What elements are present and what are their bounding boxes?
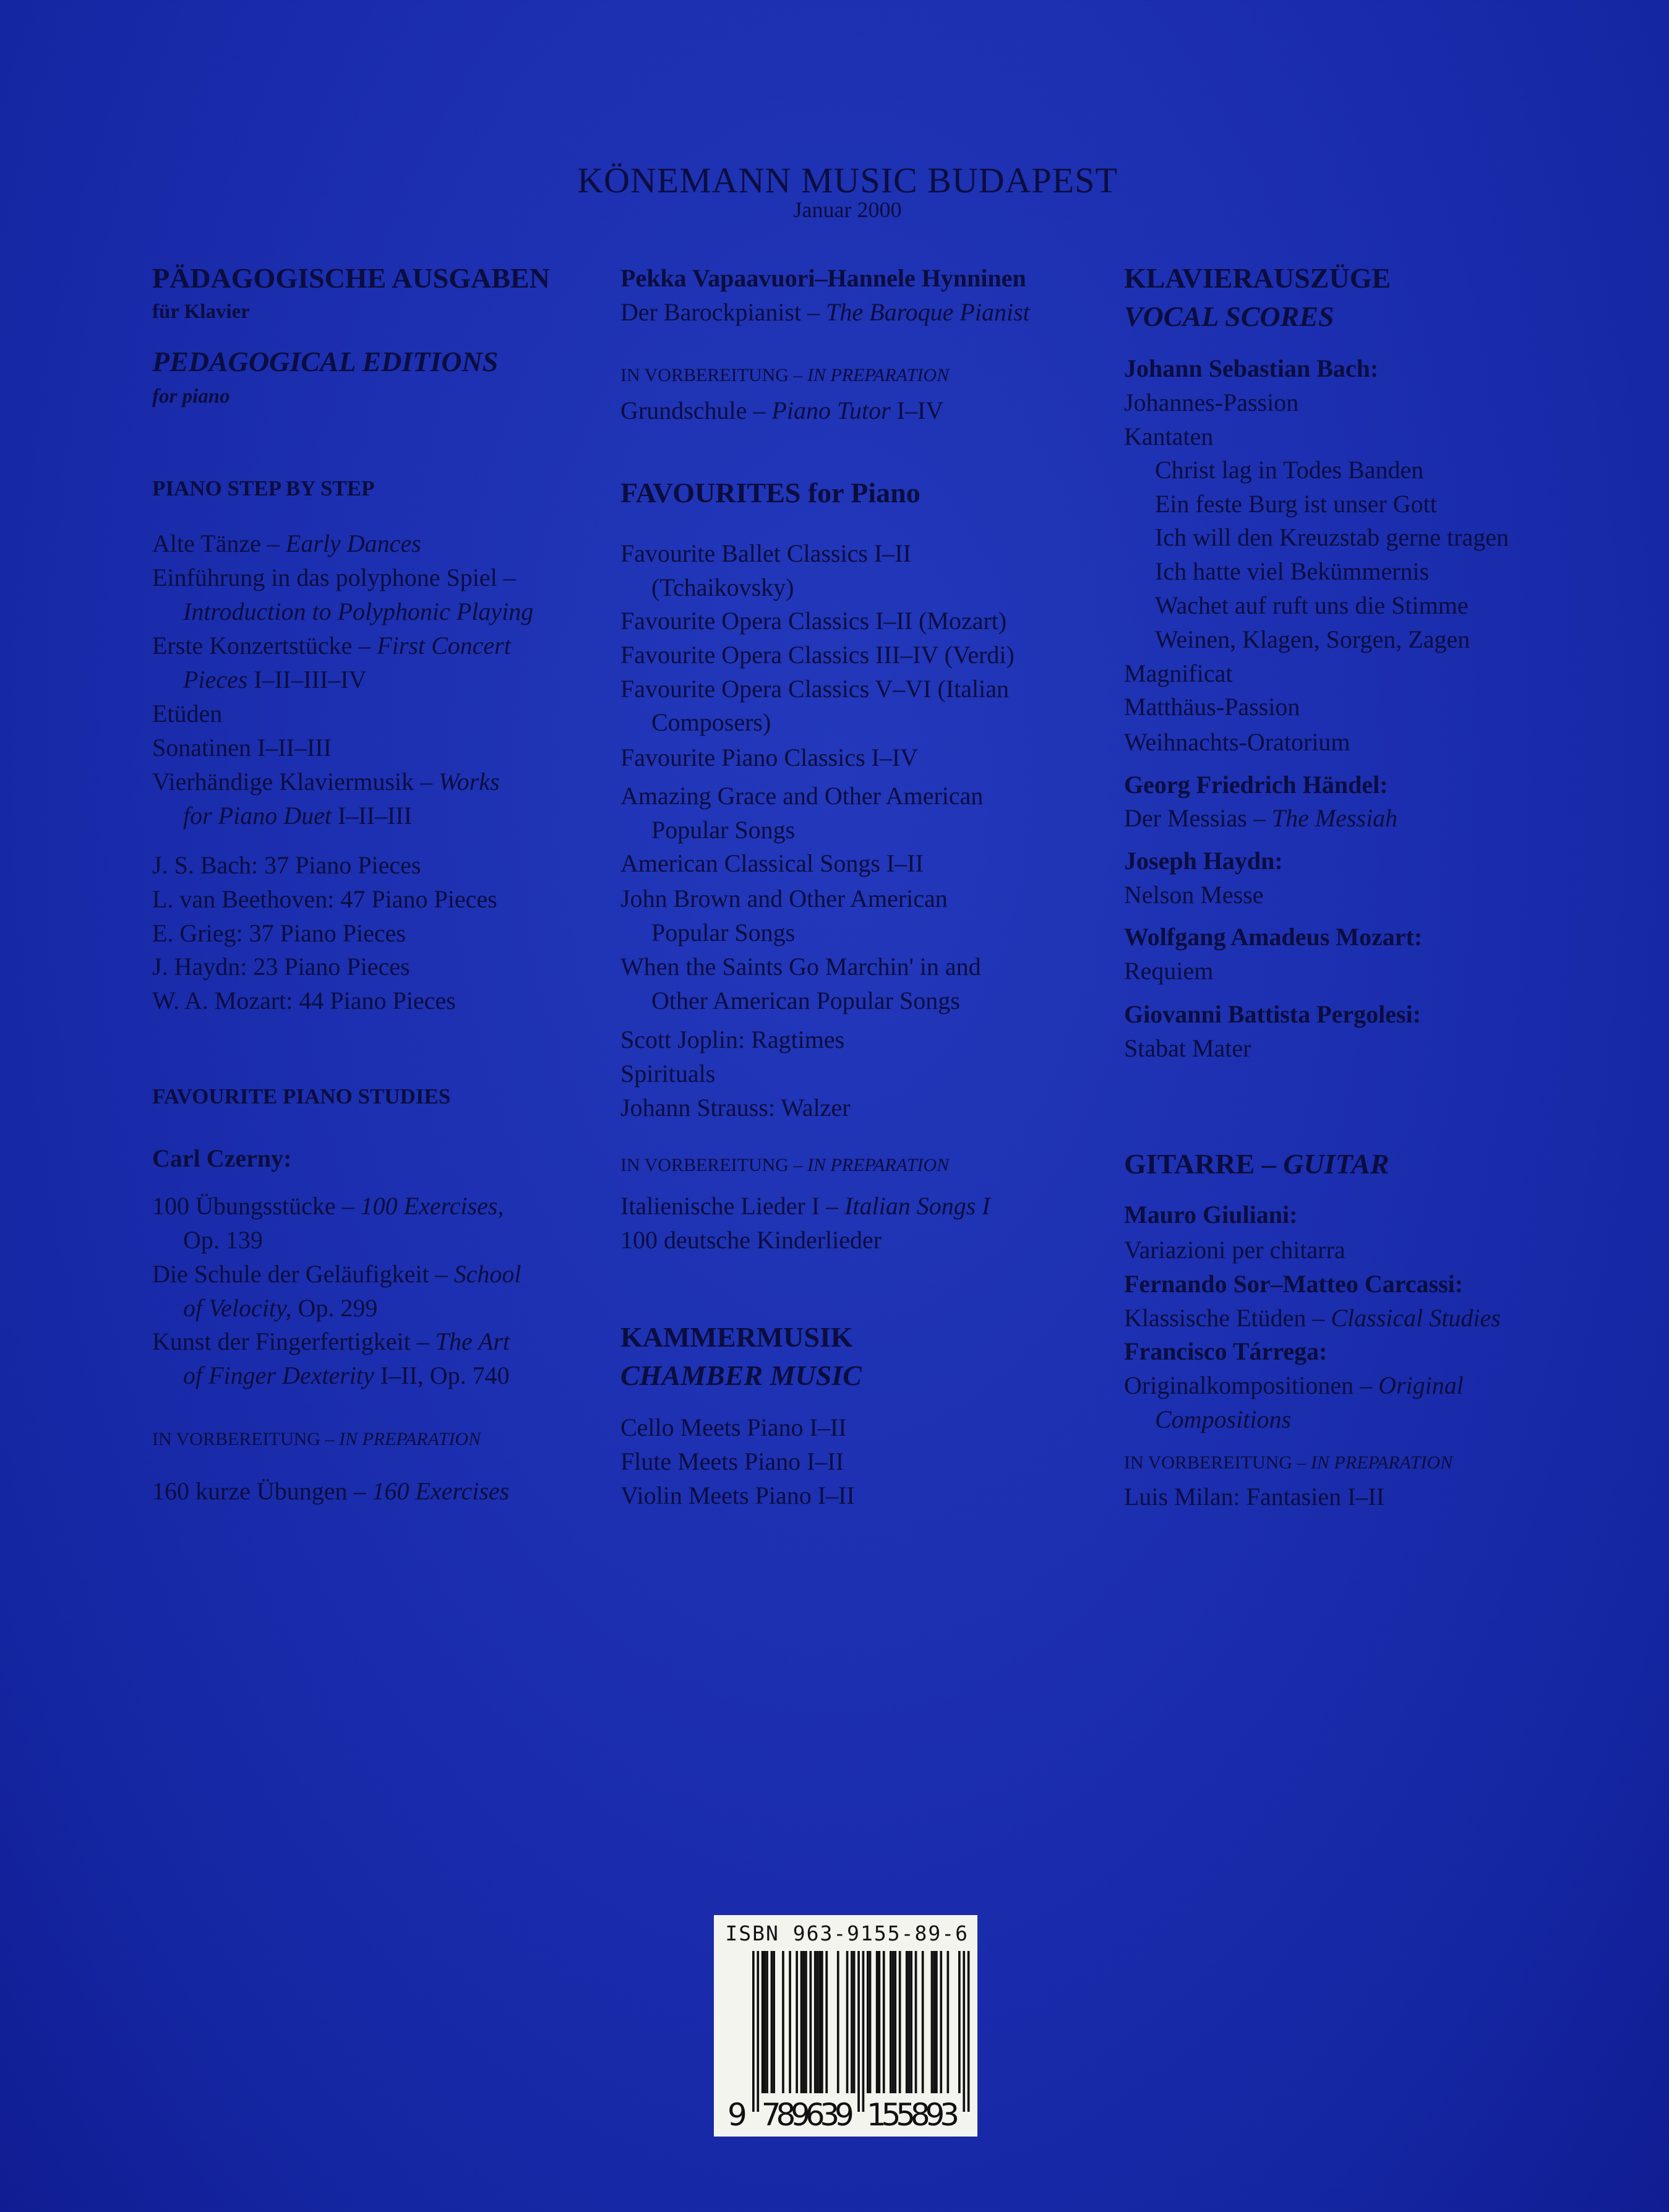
catalog-line	[152, 1324, 510, 1358]
title-text: Other American Popular Songs	[651, 987, 960, 1014]
title-text: Kunst der Fingerfertigkeit –	[152, 1327, 435, 1355]
catalog-line	[152, 345, 498, 379]
barcode-bar	[802, 1951, 805, 2093]
catalog-line	[620, 261, 1026, 295]
english-title-italic: IN PREPARATION	[807, 365, 950, 385]
title-text: Carl Czerny:	[152, 1144, 292, 1172]
barcode-bar	[906, 1951, 908, 2093]
title-text: Originalkompositionen –	[1124, 1371, 1379, 1399]
barcode-bar	[883, 1951, 885, 2093]
catalog-line	[1155, 622, 1470, 656]
title-text: L. van Beethoven: 47 Piano Pieces	[152, 885, 497, 913]
barcode-bar	[853, 1951, 856, 2093]
catalog-line	[620, 1057, 715, 1091]
catalog-line	[651, 570, 794, 604]
title-text: für Klavier	[152, 301, 250, 323]
catalog-line	[1124, 844, 1283, 878]
english-title-italic: Early Dances	[285, 529, 421, 557]
catalog-line	[1155, 588, 1469, 622]
catalog-line	[152, 1141, 291, 1175]
barcode-bar	[764, 1951, 766, 2093]
title-text: Magnificat	[1124, 659, 1233, 687]
catalog-line	[152, 261, 550, 295]
catalog-line	[620, 881, 948, 915]
title-text: W. A. Mozart: 44 Piano Pieces	[152, 987, 456, 1014]
catalog-line	[152, 1422, 481, 1456]
barcode-bar	[825, 1951, 828, 2093]
catalog-line	[620, 1358, 862, 1392]
title-text: Ich will den Kreuzstab gerne tragen	[1155, 523, 1509, 551]
english-title-italic: Pieces	[183, 666, 248, 693]
title-text: Cello Meets Piano I–II	[620, 1413, 847, 1441]
barcode-bar	[766, 1951, 768, 2093]
barcode-bar	[800, 1951, 803, 2093]
title-text: 160 kurze Übungen –	[152, 1477, 372, 1505]
title-text: Weinen, Klagen, Sorgen, Zagen	[1155, 625, 1470, 653]
title-text: Nelson Messe	[1124, 881, 1264, 909]
title-text: Etüden	[152, 700, 223, 727]
english-title-italic: IN PREPARATION	[338, 1429, 481, 1449]
catalog-line	[620, 1320, 853, 1354]
title-text: Matthäus-Passion	[1124, 693, 1300, 721]
title-text: I–II–III	[331, 802, 412, 830]
english-title-italic: Works	[439, 768, 500, 795]
english-title-italic: Compositions	[1155, 1405, 1292, 1433]
catalog-line	[1124, 954, 1213, 988]
title-text: PÄDAGOGISCHE AUSGABEN	[152, 262, 550, 294]
title-text: Georg Friedrich Händel:	[1124, 771, 1388, 799]
catalog-line	[1124, 261, 1391, 295]
english-title-italic: IN PREPARATION	[1310, 1452, 1453, 1473]
title-text: IN VORBEREITUNG –	[620, 1155, 807, 1175]
title-text: 100 deutsche Kinderlieder	[620, 1226, 882, 1254]
english-title-italic: 100 Exercises,	[360, 1192, 504, 1220]
title-text: Wolfgang Amadeus Mozart:	[1124, 923, 1423, 951]
catalog-line	[1124, 1198, 1297, 1232]
english-title-italic: Classical Studies	[1331, 1304, 1501, 1332]
title-text: IN VORBEREITUNG –	[152, 1429, 339, 1449]
title-text: Amazing Grace and Other American	[620, 782, 984, 810]
catalog-line	[152, 916, 406, 950]
catalog-line	[620, 1444, 844, 1478]
title-text: I–II–III–IV	[247, 666, 367, 693]
title-text: Favourite Opera Classics I–II (Mozart)	[620, 607, 1007, 635]
ean-right-digits: 155893	[867, 2097, 959, 2133]
title-text: Fernando Sor–Matteo Carcassi:	[1124, 1270, 1464, 1298]
catalog-line	[651, 915, 795, 950]
title-text: Requiem	[1124, 957, 1214, 985]
title-text: (Tchaikovsky)	[651, 573, 794, 601]
title-text: I–IV	[890, 397, 944, 424]
catalog-line	[152, 471, 375, 505]
catalog-line	[1124, 1031, 1251, 1065]
english-title-italic: School	[453, 1260, 521, 1288]
barcode-bar	[818, 1951, 821, 2093]
title-text: Composers)	[651, 708, 771, 736]
title-text: Spirituals	[620, 1060, 716, 1087]
title-text: Der Barockpianist –	[620, 298, 826, 326]
catalog-line	[152, 765, 500, 799]
catalog-line	[620, 604, 1006, 638]
catalog-line	[152, 882, 497, 916]
catalog-line	[152, 295, 250, 329]
barcode-bar	[935, 1951, 938, 2093]
title-text: Violin Meets Piano I–II	[620, 1481, 855, 1509]
catalog-line	[1124, 1267, 1463, 1301]
barcode-bar	[947, 1951, 950, 2093]
title-text: CHAMBER MUSIC	[620, 1360, 862, 1391]
title-text: Johann Strauss: Walzer	[620, 1094, 851, 1121]
catalog-line	[620, 1022, 844, 1057]
barcode-bar	[773, 1951, 775, 2093]
catalog-line	[1124, 299, 1334, 333]
barcode-bar	[890, 1951, 892, 2093]
barcode-bar	[878, 1951, 881, 2093]
barcode-bar	[940, 1951, 942, 2093]
catalog-line	[1124, 690, 1300, 724]
catalog-line	[1124, 1301, 1501, 1335]
catalog-line	[1124, 725, 1350, 759]
title-text: Wachet auf ruft uns die Stimme	[1155, 591, 1469, 619]
catalog-line	[183, 594, 533, 628]
title-text: Kantaten	[1124, 422, 1214, 450]
title-text: Joseph Haydn:	[1124, 847, 1283, 875]
title-text: John Brown and Other American	[620, 885, 948, 912]
title-text: Johannes-Passion	[1124, 388, 1299, 416]
catalog-line	[620, 393, 943, 427]
title-text: Alte Tänze –	[152, 529, 286, 557]
catalog-line	[620, 1189, 990, 1223]
catalog-line	[183, 799, 412, 833]
title-text: Grundschule –	[620, 397, 772, 424]
catalog-line	[1124, 419, 1213, 453]
barcode-bars	[714, 1915, 977, 2137]
title-text: E. Grieg: 37 Piano Pieces	[152, 919, 406, 947]
catalog-line	[620, 1223, 882, 1257]
barcode-bar	[910, 1951, 912, 2093]
title-text: Op. 139	[183, 1226, 263, 1254]
english-title-italic: Original	[1378, 1371, 1464, 1399]
title-text: Die Schule der Geläufigkeit –	[152, 1260, 454, 1288]
barcode-bar	[933, 1951, 935, 2093]
catalog-line	[620, 536, 911, 570]
catalog-line	[152, 560, 516, 594]
english-title-italic: First Concert	[377, 632, 511, 659]
catalog-line	[620, 740, 918, 774]
barcode-bar	[810, 1951, 812, 2093]
title-text: Sonatinen I–II–III	[152, 734, 332, 761]
english-title-italic: The Art	[435, 1327, 510, 1355]
catalog-line	[152, 628, 511, 662]
barcode-bar	[862, 1951, 865, 2112]
catalog-line	[651, 705, 771, 739]
catalog-line	[1124, 1446, 1452, 1480]
barcode-bar	[796, 1951, 798, 2093]
barcode-bar	[851, 1951, 853, 2093]
catalog-line	[1155, 453, 1423, 487]
barcode-bar	[867, 1951, 869, 2093]
title-text: J. S. Bach: 37 Piano Pieces	[152, 851, 421, 879]
title-text: Erste Konzertstücke –	[152, 632, 377, 659]
catalog-line	[1124, 768, 1388, 802]
title-text: KLAVIERAUSZÜGE	[1124, 262, 1391, 294]
barcode-bar	[805, 1951, 807, 2093]
catalog-line	[1155, 520, 1509, 554]
barcode-bar	[837, 1951, 839, 2093]
catalog-line	[183, 1358, 510, 1392]
title-text: FAVOURITE PIANO STUDIES	[152, 1084, 451, 1108]
barcode-bar	[922, 1951, 924, 2093]
english-title-italic: 160 Exercises	[372, 1477, 510, 1505]
catalog-line	[152, 848, 421, 882]
catalog-line	[152, 526, 421, 560]
catalog-line	[620, 638, 1015, 672]
barcode-bar	[963, 1951, 965, 2112]
title-text: IN VORBEREITUNG –	[620, 365, 807, 385]
barcode-bar	[782, 1951, 784, 2093]
catalog-line	[152, 380, 230, 414]
catalog-line	[152, 1257, 521, 1291]
barcode-bar	[814, 1951, 817, 2093]
barcode-bar	[892, 1951, 895, 2093]
title-text: Favourite Opera Classics III–IV (Verdi)	[620, 641, 1015, 669]
catalog-line	[152, 950, 410, 984]
catalog-line	[1124, 385, 1298, 419]
barcode-bar	[968, 1951, 970, 2112]
title-text: American Classical Songs I–II	[620, 849, 924, 877]
english-title-italic: for Piano Duet	[183, 802, 332, 830]
title-text: Ein feste Burg ist unser Gott	[1155, 490, 1437, 518]
title-text: Francisco Tárrega:	[1124, 1337, 1328, 1365]
title-text: PIANO STEP BY STEP	[152, 476, 375, 500]
barcode-bar	[762, 1951, 764, 2093]
title-text: Favourite Ballet Classics I–II	[620, 539, 911, 567]
title-text: 100 Übungsstücke –	[152, 1192, 361, 1220]
catalog-line	[1124, 351, 1378, 385]
catalog-line	[152, 1189, 504, 1223]
title-text: Pekka Vapaavuori–Hannele Hynninen	[620, 264, 1026, 292]
barcode-bar	[908, 1951, 911, 2093]
isbn-number: ISBN 963-9155-89-6	[725, 1921, 969, 1945]
english-title-italic: Italian Songs I	[844, 1192, 990, 1220]
title-text: Johann Sebastian Bach:	[1124, 354, 1379, 382]
catalog-line	[620, 1478, 855, 1512]
title-text: KAMMERMUSIK	[620, 1321, 853, 1353]
title-text: Vierhändige Klaviermusik –	[152, 768, 439, 795]
title-text: Stabat Mater	[1124, 1034, 1251, 1062]
title-text: GITARRE –	[1124, 1148, 1284, 1180]
title-text: I–II, Op. 740	[374, 1361, 510, 1389]
barcode-bar	[821, 1951, 823, 2093]
barcode-bar	[958, 1951, 961, 2093]
catalog-line	[1155, 1402, 1291, 1436]
barcode-bar	[846, 1951, 849, 2093]
catalog-line	[620, 358, 949, 392]
catalog-line	[1124, 801, 1397, 835]
catalog-line	[620, 950, 981, 984]
catalog-line	[152, 697, 222, 731]
title-text: Ich hatte viel Bekümmernis	[1155, 557, 1430, 585]
title-text: Italienische Lieder I –	[620, 1192, 845, 1220]
ean-first-digit: 9	[727, 2097, 747, 2133]
catalog-line	[152, 1079, 450, 1113]
english-title-italic: of Velocity,	[183, 1294, 292, 1322]
title-text: Favourite Opera Classics V–VI (Italian	[620, 675, 1009, 703]
english-title-italic: Introduction to Polyphonic Playing	[183, 598, 534, 625]
title-text: Favourite Piano Classics I–IV	[620, 744, 919, 771]
catalog-line	[620, 1410, 847, 1444]
barcode-bar	[771, 1951, 773, 2093]
catalog-line	[183, 662, 367, 697]
title-text: VOCAL SCORES	[1124, 301, 1334, 332]
catalog-line	[1124, 997, 1421, 1031]
title-text: Popular Songs	[651, 919, 796, 946]
catalog-line	[620, 295, 1030, 329]
title-text: Luis Milan: Fantasien I–II	[1124, 1483, 1385, 1511]
title-text: Popular Songs	[651, 816, 796, 844]
barcode-bar	[876, 1951, 878, 2093]
barcode-bar	[915, 1951, 917, 2093]
catalog-line	[1124, 878, 1264, 912]
catalog-line	[620, 1091, 851, 1125]
catalog-line	[620, 672, 1009, 706]
title-text: Klassische Etüden –	[1124, 1304, 1331, 1332]
catalog-date: Januar 2000	[793, 197, 902, 222]
title-text: Flute Meets Piano I–II	[620, 1447, 844, 1475]
barcode-bar	[899, 1951, 901, 2093]
english-title-italic: GUITAR	[1283, 1148, 1389, 1180]
title-text: Christ lag in Todes Banden	[1155, 456, 1424, 484]
catalog-line	[1155, 554, 1429, 588]
title-text: Op. 299	[291, 1294, 378, 1322]
english-title-italic: The Baroque Pianist	[826, 298, 1030, 326]
barcode-bar	[869, 1951, 872, 2093]
barcode-bar	[752, 1951, 755, 2112]
barcode-bar	[857, 1951, 860, 2112]
title-text: Mauro Giuliani:	[1124, 1201, 1298, 1228]
catalog-line	[620, 846, 924, 880]
barcode-bar	[817, 1951, 819, 2093]
catalog-line	[1124, 1233, 1345, 1267]
english-title-italic: IN PREPARATION	[807, 1155, 950, 1175]
english-title-italic: Piano Tutor	[771, 397, 891, 424]
catalog-line	[1124, 1334, 1327, 1368]
catalog-line	[620, 779, 983, 813]
publisher-title: KÖNEMANN MUSIC BUDAPEST	[577, 160, 1118, 200]
title-text: for piano	[152, 385, 230, 408]
title-text: Weihnachts-Oratorium	[1124, 728, 1350, 756]
catalog-line	[152, 1474, 509, 1508]
catalog-line	[620, 476, 920, 510]
catalog-line	[620, 1148, 949, 1182]
catalog-line	[1124, 920, 1422, 954]
title-text: J. Haydn: 23 Piano Pieces	[152, 953, 410, 980]
english-title-italic: The Messiah	[1271, 804, 1398, 832]
catalog-line	[152, 984, 456, 1018]
catalog-line	[1124, 1147, 1389, 1181]
ean-left-digits: 789639	[761, 2097, 854, 2133]
catalog-line	[1124, 1480, 1384, 1514]
catalog-line	[183, 1223, 263, 1257]
barcode-bar	[757, 1951, 759, 2112]
title-text: When the Saints Go Marchin' in and	[620, 953, 981, 980]
barcode-bar	[894, 1951, 896, 2093]
title-text: PEDAGOGICAL EDITIONS	[152, 346, 499, 377]
catalog-line	[183, 1291, 377, 1325]
catalog-line	[651, 984, 960, 1018]
title-text: Einführung in das polyphone Spiel –	[152, 564, 516, 591]
title-text: Scott Joplin: Ragtimes	[620, 1026, 845, 1053]
barcode-bar	[931, 1951, 933, 2093]
title-text: Giovanni Battista Pergolesi:	[1124, 1000, 1421, 1028]
catalog-line	[1155, 487, 1437, 521]
title-text: FAVOURITES for Piano	[620, 477, 920, 508]
catalog-line	[651, 813, 795, 847]
english-title-italic: of Finger Dexterity	[183, 1361, 374, 1389]
catalog-line	[152, 731, 332, 765]
isbn-barcode	[714, 1915, 977, 2137]
barcode-bar	[789, 1951, 791, 2093]
title-text: Der Messias –	[1124, 804, 1272, 832]
title-text: IN VORBEREITUNG –	[1124, 1452, 1311, 1473]
catalog-line	[1124, 1368, 1464, 1402]
catalog-line	[1124, 656, 1233, 690]
title-text: Variazioni per chitarra	[1124, 1236, 1345, 1264]
